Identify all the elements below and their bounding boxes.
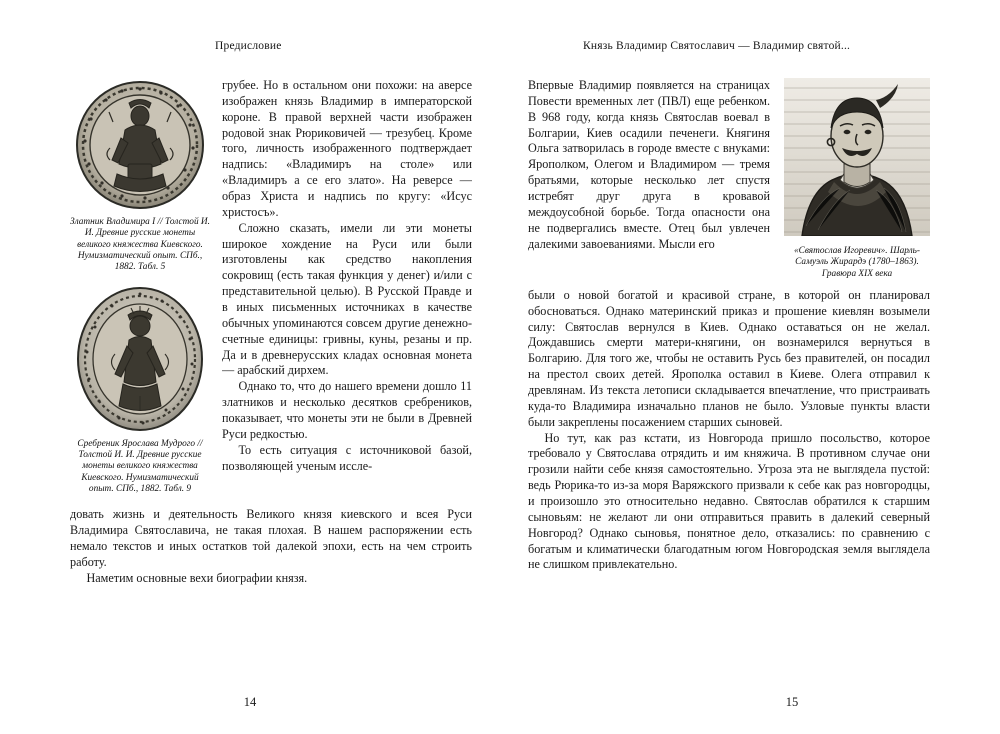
srebrenik-coin-illustration — [73, 284, 207, 434]
right-column-text — [528, 78, 770, 252]
paragraph: То есть ситуация с источниковой базой, позволяющей ученым иссле- — [222, 442, 472, 473]
right-page-body — [528, 78, 930, 573]
coin-seal-icon — [70, 78, 210, 212]
figure-portrait-caption: «Святослав Игоревич». Шарль-Самуэль Жирардэ (1780–1863). Гравюра XIX века — [794, 245, 920, 279]
left-figure-column — [70, 78, 210, 505]
paragraph: Сложно сказать, имели ли эти монеты широкое хождение на Руси или были изготовлены как средство накопления сокровищ (есть такая функция у денег) и/или с представительной целью). В Русской Правде и в иных письменных источниках в качестве обычных упоминаются совсем другие денежно-счетные единицы: гривны, куны, резаны и пр. Да и в древнерусских кладах основная монета — арабский дирхем. — [222, 220, 472, 378]
paragraph: были о новой богатой и красивой стране, в которой он планировал обосноваться. Однако материнский приказ и прошение киевлян возымели силу: Святослав вернулся в Киев. Однако оставаться он не желал. Дождавшись смерти матери-княгини, он вознамерился вернуться в Болгарию. Для того же, чтобы не оставить Русь без правителей, он посадил на престол своих детей. Ярополка оставил в Киеве. Олега отправил к древлянам. Из текста летописи складывается впечатление, что пристраивать куда-то Владимира изначально планов не было. Узловые пункты власти были закреплены посажением старших сыновей. — [528, 287, 930, 429]
zlatnik-coin-illustration — [73, 78, 207, 212]
portrait-engraving-icon — [784, 78, 930, 241]
paragraph: Впервые Владимир появляется на страницах Повести временных лет (ПВЛ) еще ребенком. В 968 году, когда князь Святослав воевал в Болгарии, Киев осадили печенеги. Княгиня Ольга затворилась в городе вместе с внуками: Ярополком, Олегом и Владимиром — тремя братьями, которые несколько лет спустя истребят друг друга в кровавой междоусобной борьбе. Тогда опасности она не подвергались вместе. Отец был увлечен далекими завоеваниями. Мысли его — [528, 78, 770, 251]
svyatoslav-portrait-illustration — [784, 78, 930, 236]
right-figure-column — [784, 78, 930, 280]
left-column-text — [222, 78, 472, 474]
right-folio: 15 — [785, 695, 799, 709]
left-folio: 14 — [243, 695, 257, 709]
left-page-body — [70, 78, 472, 587]
right-running-head: Князь Владимир Святославич — Владимир святой... — [583, 40, 851, 52]
figure-srebrenik-caption: Сребреник Ярослава Мудрого // Толстой И. И. Древние русские монеты великого княжества Киевского. Нумизматический опыт. СПб., 1882. Табл. 9 — [77, 438, 203, 494]
figure-zlatnik — [70, 78, 210, 274]
right-page — [500, 0, 1000, 734]
left-running-head: Предисловие — [215, 40, 282, 52]
paragraph: грубее. Но в остальном они похожи: на аверсе изображен князь Владимир в императорской короне. В правой верхней части изображен родовой знак Рюриковичей — трезубец. Кроме того, личность изображенного подтверждает надпись: «Владимиръ на столе» или «Владимиръ а се его злато». На реверсе — образ Христа и надпись по кругу: «Исус христосъ». — [222, 78, 472, 219]
right-full-width-text — [528, 286, 930, 573]
paragraph: Однако то, что до нашего времени дошло 11 златников и несколько десятков сребреников, показывает, что монеты эти не были в Древней Руси редкостью. — [222, 379, 472, 441]
coin-figure-icon — [70, 284, 210, 434]
figure-zlatnik-caption: Златник Владимира I // Толстой И. И. Древние русские монеты великого княжества Киевского. Нумизматический опыт. СПб., 1882. Табл. 5 — [70, 217, 210, 273]
paragraph: Наметим основные вехи биографии князя. — [86, 570, 308, 585]
paragraph: Но тут, как раз кстати, из Новгорода пришло посольство, которое требовало у Святослава отрядить и им княжича. В противном случае они грозили найти себе князя самостоятельно. Угроза эта не выглядела пустой: ведь Рюрика-то из-за моря Варяжского призвали к себе как раз новгородцы, и произошло это относительно недавно. Святослав обратился к старшим сыновьям: не желают ли они отправиться править в далекий северный Новгород? Однако сыновья, понятное дело, отказались: по сравнению с богатым и климатически благодатным югом Новгородская земля выглядела не слишком привлекательно. — [528, 430, 930, 572]
left-full-width-text — [70, 505, 472, 586]
figure-srebrenik — [70, 284, 210, 496]
paragraph: довать жизнь и деятельность Великого князя киевского и всея Руси Владимира Святославича, не такая плохая. В нашем распоряжении есть немало текстов и иных остатков той далекой эпохи, есть на чем строить работу. — [70, 507, 472, 569]
